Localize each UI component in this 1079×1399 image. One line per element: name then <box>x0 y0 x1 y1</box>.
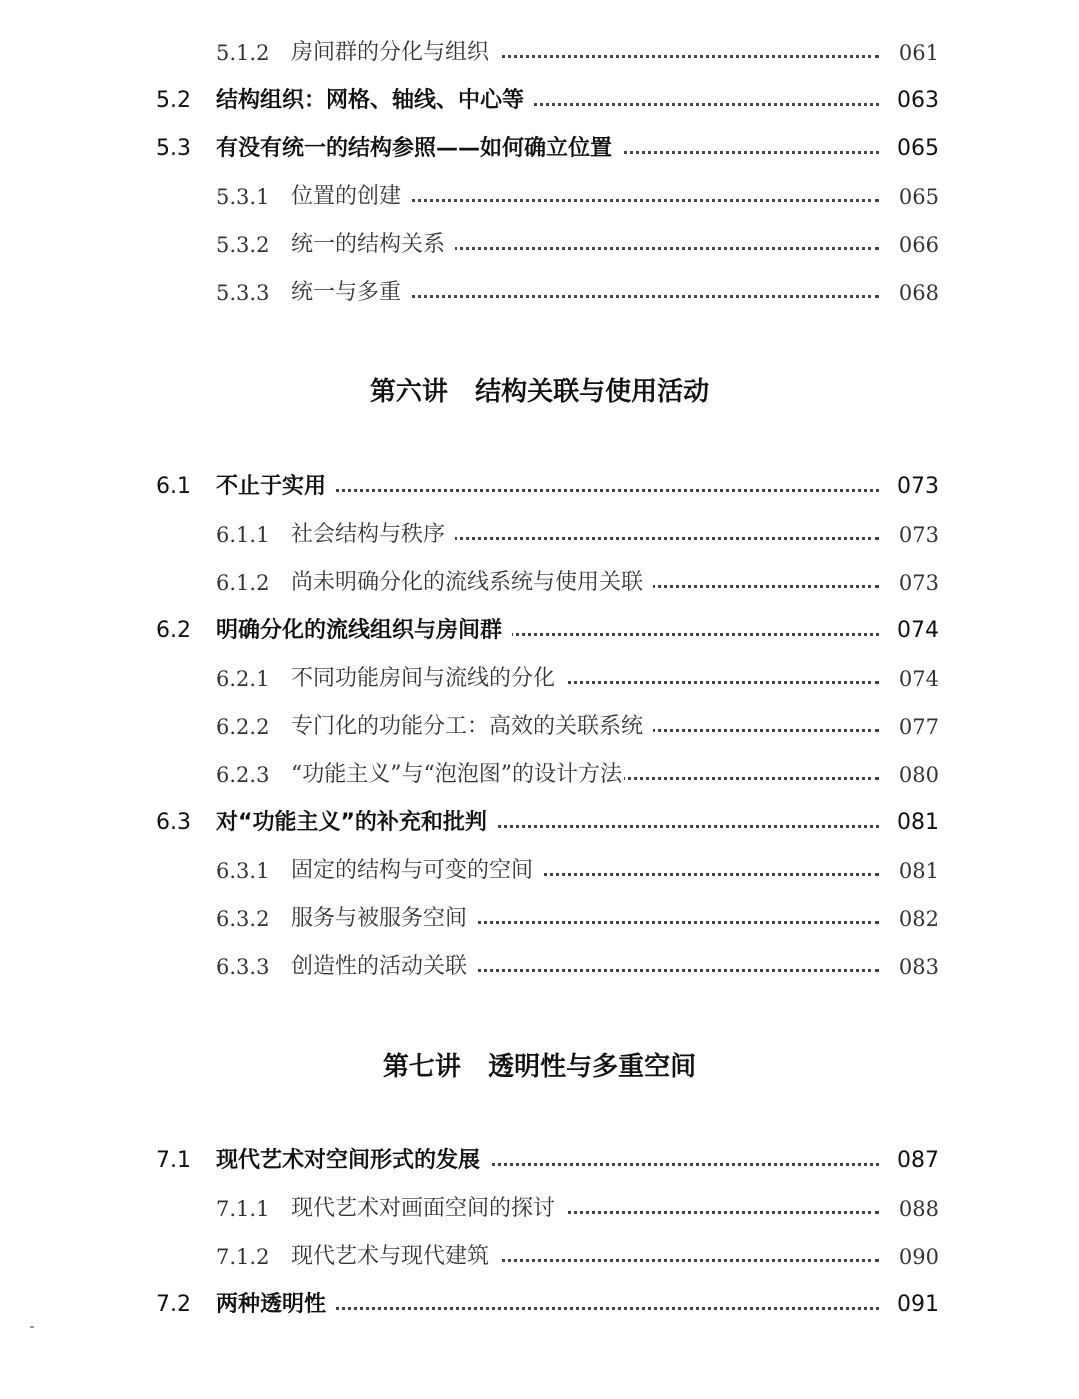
toc-entry-5-3 <box>0 127 1079 171</box>
toc-number: 7.1 <box>156 1148 191 1173</box>
toc-title: “功能主义”与“泡泡图”的设计方法 <box>291 753 624 797</box>
toc-page-number: 074 <box>893 657 939 701</box>
toc-page-number: 090 <box>893 1235 939 1279</box>
toc-title: 服务与被服务空间 <box>291 897 477 941</box>
toc-page-number: 077 <box>893 705 939 749</box>
toc-number: 5.3.2 <box>216 233 270 257</box>
toc-page-number: 081 <box>891 801 939 845</box>
toc-title: 明确分化的流线组织与房间群 <box>216 609 512 653</box>
toc-page-number: 065 <box>891 127 939 171</box>
toc-title: 不同功能房间与流线的分化 <box>291 657 565 701</box>
toc-title: 尚未明确分化的流线系统与使用关联 <box>291 561 653 605</box>
toc-number: 7.1.1 <box>216 1197 270 1221</box>
toc-page-number: 068 <box>893 271 939 315</box>
toc-entry-5-1-2 <box>0 31 1079 75</box>
toc-entry-6-1-1 <box>0 513 1079 557</box>
toc-number: 6.3.2 <box>216 907 270 931</box>
toc-page-number: 065 <box>893 175 939 219</box>
toc-entry-6-3-1 <box>0 849 1079 893</box>
toc-entry-7-2 <box>0 1283 1079 1327</box>
toc-page-number: 073 <box>893 513 939 557</box>
scan-speck <box>30 1326 34 1328</box>
toc-entry-7-1-2 <box>0 1235 1079 1279</box>
toc-title: 房间群的分化与组织 <box>291 31 499 75</box>
toc-title: 专门化的功能分工：高效的关联系统 <box>291 705 653 749</box>
chapter-title: 透明性与多重空间 <box>488 1052 697 1082</box>
toc-page-number: 073 <box>891 465 939 509</box>
toc-title: 结构组织：网格、轴线、中心等 <box>216 79 534 123</box>
toc-entry-6-3-2 <box>0 897 1079 941</box>
toc-title: 现代艺术对空间形式的发展 <box>216 1139 490 1183</box>
toc-entry-6-2-2 <box>0 705 1079 749</box>
chapter-heading-7 <box>0 1047 1079 1087</box>
toc-number: 6.1.2 <box>216 571 270 595</box>
toc-entry-5-3-3 <box>0 271 1079 315</box>
toc-title: 现代艺术与现代建筑 <box>291 1235 499 1279</box>
toc-page-number: 066 <box>893 223 939 267</box>
toc-number: 5.2 <box>156 88 191 113</box>
toc-entry-5-2 <box>0 79 1079 123</box>
toc-number: 5.3 <box>156 136 191 161</box>
toc-title: 两种透明性 <box>216 1283 336 1327</box>
toc-page-number: 061 <box>893 31 939 75</box>
toc-title: 现代艺术对画面空间的探讨 <box>291 1187 565 1231</box>
toc-entry-6-2-1 <box>0 657 1079 701</box>
toc-title: 社会结构与秩序 <box>291 513 455 557</box>
toc-number: 6.2.1 <box>216 667 270 691</box>
toc-entry-6-2-3 <box>0 753 1079 797</box>
toc-title: 统一与多重 <box>291 271 411 315</box>
toc-entry-6-2 <box>0 609 1079 653</box>
chapter-heading-6 <box>0 372 1079 412</box>
toc-number: 6.1 <box>156 474 191 499</box>
toc-number: 5.3.3 <box>216 281 270 305</box>
toc-title: 对“功能主义”的补充和批判 <box>216 801 497 845</box>
toc-title: 有没有统一的结构参照——如何确立位置 <box>216 127 622 171</box>
toc-title: 不止于实用 <box>216 465 336 509</box>
toc-number: 5.3.1 <box>216 185 270 209</box>
toc-entry-6-1-2 <box>0 561 1079 605</box>
toc-title: 创造性的活动关联 <box>291 945 477 989</box>
chapter-title: 结构关联与使用活动 <box>475 377 710 407</box>
chapter-label: 第六讲 <box>369 377 448 407</box>
toc-page-number: 091 <box>891 1283 939 1327</box>
toc-entry-5-3-1 <box>0 175 1079 219</box>
toc-entry-6-1 <box>0 465 1079 509</box>
toc-entry-6-3 <box>0 801 1079 845</box>
chapter-label: 第七讲 <box>382 1052 461 1082</box>
toc-number: 6.3.1 <box>216 859 270 883</box>
toc-page-number: 081 <box>893 849 939 893</box>
toc-number: 7.2 <box>156 1292 191 1317</box>
toc-number: 6.2.3 <box>216 763 270 787</box>
toc-page-number: 080 <box>893 753 939 797</box>
toc-page-number: 088 <box>893 1187 939 1231</box>
toc-number: 7.1.2 <box>216 1245 270 1269</box>
toc-number: 5.1.2 <box>216 41 270 65</box>
toc-entry-5-3-2 <box>0 223 1079 267</box>
toc-number: 6.2 <box>156 618 191 643</box>
toc-entry-6-3-3 <box>0 945 1079 989</box>
toc-page-number: 082 <box>893 897 939 941</box>
toc-number: 6.3.3 <box>216 955 270 979</box>
toc-entry-7-1 <box>0 1139 1079 1183</box>
toc-title: 统一的结构关系 <box>291 223 455 267</box>
toc-title: 位置的创建 <box>291 175 411 219</box>
toc-page-number: 063 <box>891 79 939 123</box>
toc-title: 固定的结构与可变的空间 <box>291 849 543 893</box>
toc-number: 6.1.1 <box>216 523 270 547</box>
toc-entry-7-1-1 <box>0 1187 1079 1231</box>
toc-page-number: 083 <box>893 945 939 989</box>
toc-number: 6.3 <box>156 810 191 835</box>
toc-page-number: 087 <box>891 1139 939 1183</box>
toc-page-number: 074 <box>891 609 939 653</box>
toc-page-number: 073 <box>893 561 939 605</box>
toc-number: 6.2.2 <box>216 715 270 739</box>
